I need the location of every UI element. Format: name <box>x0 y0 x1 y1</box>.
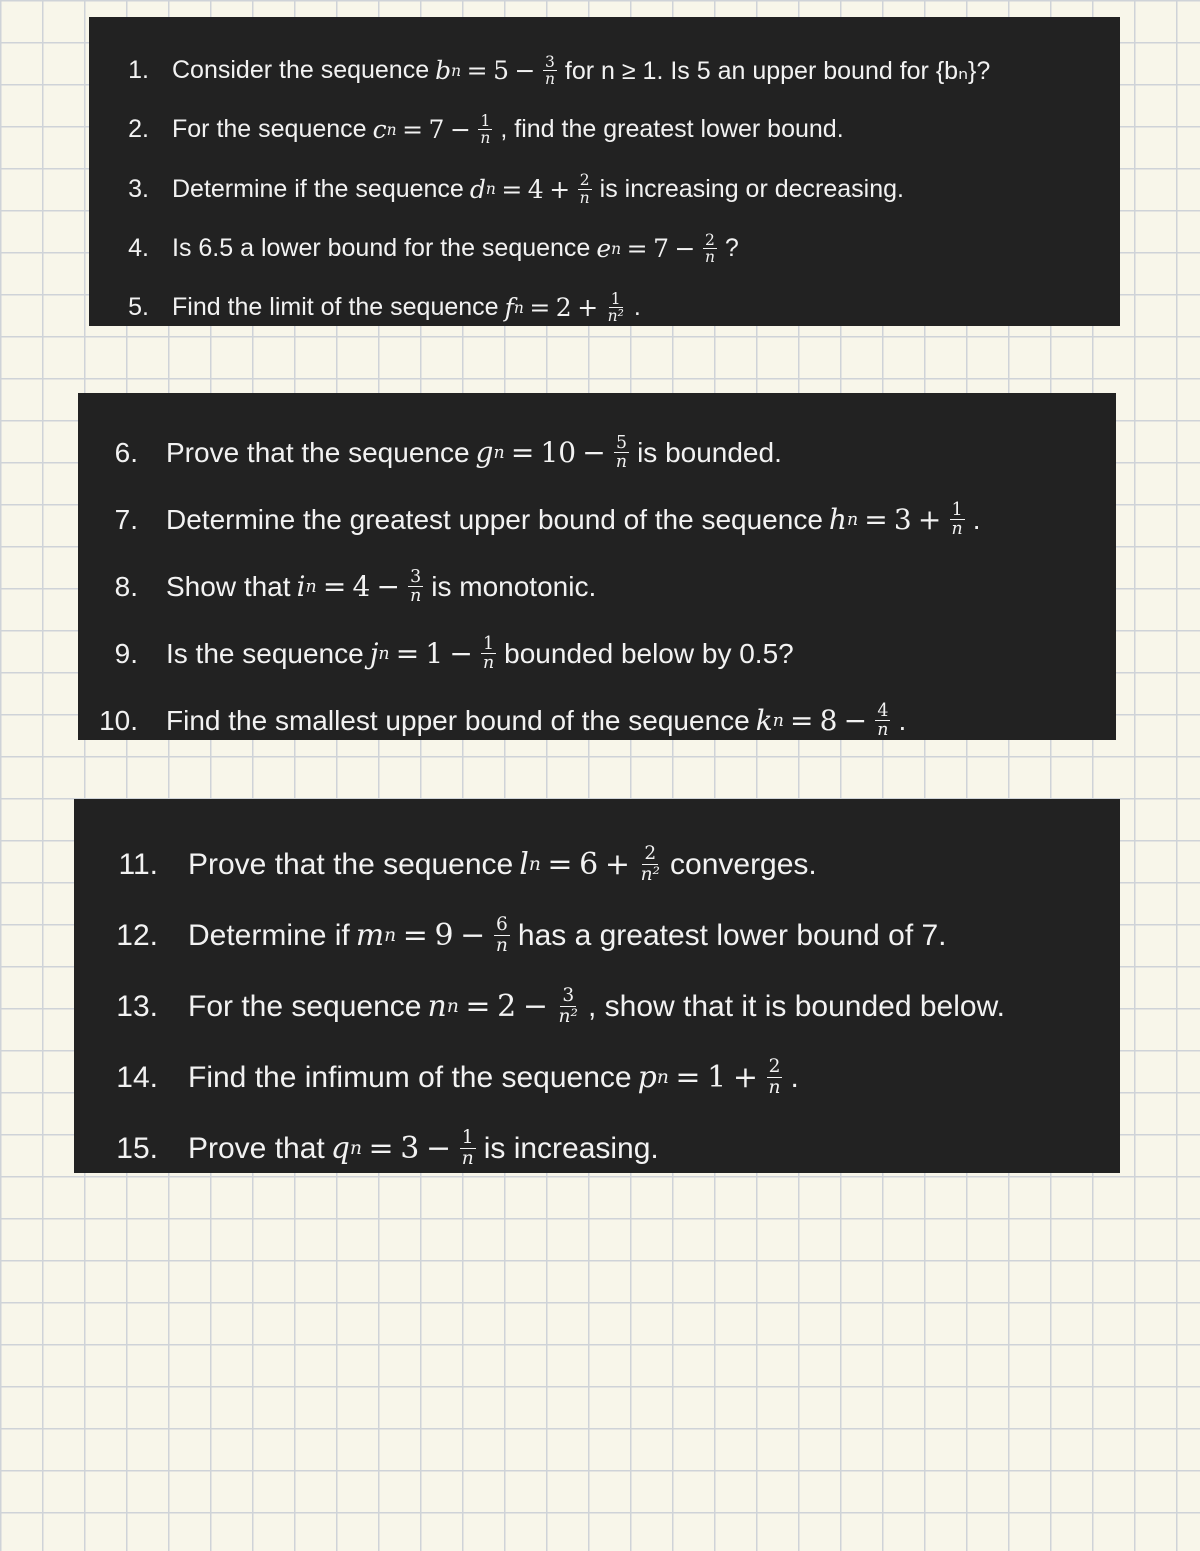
formula-fraction <box>639 844 662 884</box>
item-number: 11. <box>118 847 158 881</box>
formula-variable: g <box>475 436 494 469</box>
formula-fraction <box>703 232 717 266</box>
formula-constant: 2 <box>555 293 572 323</box>
formula-operator: − <box>376 570 400 603</box>
item-text-before: Find the smallest upper bound of the sequence <box>166 704 750 736</box>
sequence-formula <box>427 986 582 1026</box>
item-text-before: Determine the greatest upper bound of the sequence <box>166 503 823 535</box>
sequence-formula <box>470 172 594 206</box>
equals-sign: = <box>790 704 814 737</box>
formula-subscript: n <box>528 854 541 875</box>
item-number: 12. <box>116 918 158 952</box>
formula-constant: 2 <box>497 989 517 1024</box>
item-number: 5. <box>128 293 149 322</box>
fraction-denominator: n <box>768 1077 781 1098</box>
formula-subscript: n <box>446 996 459 1017</box>
item-text-before: Is 6.5 a lower bound for the sequence <box>172 234 591 263</box>
equals-sign: = <box>402 918 428 953</box>
formula-fraction <box>481 635 496 672</box>
formula-fraction <box>478 113 492 147</box>
formula-operator: − <box>449 115 471 145</box>
formula-subscript: n <box>656 1067 669 1088</box>
problem-item <box>89 278 1120 337</box>
item-text-after: . <box>633 293 641 322</box>
item-text-before: Prove that the sequence <box>166 436 470 468</box>
formula-variable: f <box>504 293 514 323</box>
item-number: 13. <box>116 989 158 1023</box>
formula-variable: h <box>828 503 847 536</box>
equals-sign: = <box>547 847 573 882</box>
fraction-numerator: 4 <box>877 700 889 721</box>
problem-item <box>89 219 1120 278</box>
item-text-before: Is the sequence <box>166 637 364 669</box>
fraction-denominator: n <box>495 935 508 956</box>
formula-subscript: n <box>772 710 784 731</box>
formula-fraction <box>408 568 423 605</box>
item-text-after: , show that it is bounded below. <box>587 989 1005 1023</box>
item-text-after: . <box>790 1060 799 1094</box>
item-text-after: . <box>972 503 981 535</box>
item-text-after: is monotonic. <box>431 570 597 602</box>
formula-variable: k <box>755 704 773 737</box>
fraction-numerator: 2 <box>704 230 715 249</box>
formula-variable: e <box>596 234 612 264</box>
sequence-formula <box>331 1128 478 1168</box>
formula-fraction <box>875 702 890 739</box>
fraction-denominator: n² <box>607 307 624 326</box>
problem-panel-3 <box>74 799 1120 1173</box>
formula-constant: 1 <box>425 637 444 670</box>
sequence-formula <box>373 113 495 147</box>
equals-sign: = <box>510 436 535 469</box>
formula-constant: 5 <box>493 56 509 86</box>
sequence-formula <box>476 434 632 471</box>
formula-fraction <box>606 291 626 325</box>
equals-sign: = <box>402 115 424 145</box>
formula-subscript: n <box>846 509 859 530</box>
formula-constant: 7 <box>428 115 445 145</box>
formula-fraction <box>557 986 580 1026</box>
formula-variable: i <box>296 570 306 603</box>
formula-constant: 7 <box>653 234 669 264</box>
fraction-denominator: n <box>877 720 889 740</box>
sequence-formula <box>505 291 628 325</box>
item-text-after: . <box>898 704 907 736</box>
fraction-denominator: n² <box>558 1006 578 1027</box>
sequence-formula <box>356 915 512 955</box>
sequence-formula <box>638 1057 785 1097</box>
item-text-before: For the sequence <box>172 115 367 144</box>
item-text-before: Find the infimum of the sequence <box>188 1060 632 1094</box>
problem-panel-1 <box>89 17 1120 326</box>
problem-item <box>89 160 1120 219</box>
item-text-before: For the sequence <box>188 989 422 1023</box>
sequence-formula <box>829 501 967 538</box>
fraction-denominator: n <box>461 1148 474 1169</box>
formula-constant: 1 <box>707 1060 727 1095</box>
fraction-denominator: n <box>544 70 555 89</box>
formula-constant: 8 <box>819 704 838 737</box>
equals-sign: = <box>368 1131 394 1166</box>
equals-sign: = <box>322 570 347 603</box>
problem-item <box>78 419 1116 486</box>
fraction-numerator: 2 <box>579 171 590 190</box>
problem-item <box>89 41 1120 100</box>
formula-variable: m <box>355 918 385 953</box>
item-text-after: is bounded. <box>637 436 782 468</box>
formula-operator: + <box>549 174 571 204</box>
formula-constant: 4 <box>352 570 371 603</box>
problem-item <box>78 687 1116 754</box>
item-number: 14. <box>116 1060 158 1094</box>
fraction-numerator: 3 <box>562 985 575 1007</box>
item-text-after: bounded below by 0.5? <box>504 637 794 669</box>
item-number: 4. <box>128 234 149 263</box>
problem-item <box>78 553 1116 620</box>
fraction-numerator: 2 <box>644 843 657 865</box>
item-number: 9. <box>114 637 138 669</box>
problem-item <box>74 900 1120 971</box>
formula-constant: 6 <box>579 847 599 882</box>
formula-variable: q <box>330 1131 350 1166</box>
item-text-before: Prove that <box>188 1131 325 1165</box>
formula-operator: − <box>843 704 868 737</box>
item-text-after: is increasing. <box>483 1131 659 1165</box>
problem-panel-2 <box>78 393 1116 740</box>
item-text-before: Determine if the sequence <box>172 174 464 203</box>
formula-subscript: n <box>386 120 397 139</box>
formula-operator: − <box>582 436 606 469</box>
fraction-denominator: n <box>951 519 963 539</box>
problem-item <box>78 486 1116 553</box>
formula-operator: − <box>514 56 536 86</box>
equals-sign: = <box>864 503 888 536</box>
formula-constant: 10 <box>540 436 577 469</box>
item-text-before: Determine if <box>188 918 350 952</box>
fraction-numerator: 5 <box>615 432 627 453</box>
formula-subscript: n <box>611 239 622 258</box>
sequence-formula <box>435 54 559 88</box>
formula-fraction <box>543 54 557 88</box>
item-number: 1. <box>128 56 149 85</box>
item-number: 3. <box>128 174 149 203</box>
fraction-numerator: 3 <box>410 566 422 587</box>
sequence-formula <box>519 844 664 884</box>
formula-subscript: n <box>384 925 397 946</box>
formula-variable: b <box>435 56 452 86</box>
formula-subscript: n <box>513 298 524 317</box>
equals-sign: = <box>466 56 488 86</box>
formula-subscript: n <box>451 61 462 80</box>
formula-constant: 4 <box>527 174 544 204</box>
problem-item <box>74 1042 1120 1113</box>
fraction-numerator: 1 <box>951 499 963 520</box>
formula-subscript: n <box>485 180 496 199</box>
item-text-after: ? <box>724 234 739 263</box>
item-text-after: converges. <box>670 847 817 881</box>
formula-fraction <box>460 1128 476 1168</box>
formula-fraction <box>494 915 510 955</box>
formula-fraction <box>950 501 965 538</box>
fraction-numerator: 1 <box>483 633 495 654</box>
equals-sign: = <box>626 234 648 264</box>
item-text-before: Find the limit of the sequence <box>172 293 499 322</box>
formula-subscript: n <box>349 1138 362 1159</box>
item-number: 7. <box>114 503 138 535</box>
sequence-formula <box>370 635 498 672</box>
item-number: 15. <box>116 1131 158 1165</box>
fraction-numerator: 1 <box>480 112 491 131</box>
formula-operator: + <box>917 503 942 536</box>
formula-subscript: n <box>493 442 505 463</box>
problem-item <box>74 829 1120 900</box>
formula-operator: − <box>674 234 696 264</box>
formula-variable: l <box>519 847 529 882</box>
fraction-denominator: n <box>615 452 628 472</box>
fraction-denominator: n <box>579 188 590 207</box>
problem-item <box>78 620 1116 687</box>
formula-operator: + <box>577 293 599 323</box>
formula-variable: n <box>427 989 447 1024</box>
item-text-after: has a greatest lower bound of 7. <box>517 918 947 952</box>
formula-constant: 9 <box>434 918 454 953</box>
formula-operator: − <box>460 918 486 953</box>
item-number: 6. <box>114 436 138 468</box>
formula-constant: 3 <box>893 503 912 536</box>
formula-operator: − <box>425 1131 452 1166</box>
item-text-after: for n ≥ 1. Is 5 an upper bound for {bₙ}? <box>564 56 991 85</box>
fraction-numerator: 3 <box>544 52 555 71</box>
formula-variable: p <box>637 1060 657 1095</box>
formula-variable: j <box>369 637 379 670</box>
item-number: 8. <box>114 570 138 602</box>
formula-operator: + <box>732 1060 758 1095</box>
problem-item <box>89 100 1120 159</box>
item-number: 2. <box>128 115 149 144</box>
item-text-before: Prove that the sequence <box>188 847 514 881</box>
fraction-denominator: n <box>704 248 715 267</box>
item-text-after: is increasing or decreasing. <box>599 174 904 203</box>
equals-sign: = <box>465 989 491 1024</box>
equals-sign: = <box>501 174 523 204</box>
problem-item <box>74 1113 1120 1184</box>
fraction-numerator: 6 <box>495 914 508 936</box>
formula-operator: − <box>449 637 473 670</box>
equals-sign: = <box>675 1060 701 1095</box>
formula-fraction <box>614 434 629 471</box>
formula-operator: + <box>604 847 630 882</box>
formula-subscript: n <box>305 576 317 597</box>
formula-fraction <box>767 1057 783 1097</box>
formula-variable: c <box>372 115 387 145</box>
formula-fraction <box>578 172 592 206</box>
fraction-numerator: 2 <box>768 1056 781 1078</box>
fraction-denominator: n <box>482 653 495 673</box>
item-number: 10. <box>99 704 138 736</box>
formula-subscript: n <box>378 643 390 664</box>
equals-sign: = <box>529 293 551 323</box>
sequence-formula <box>297 568 426 605</box>
sequence-formula <box>596 232 719 266</box>
fraction-denominator: n² <box>640 864 661 885</box>
problem-item <box>74 971 1120 1042</box>
formula-operator: − <box>522 989 548 1024</box>
fraction-numerator: 1 <box>610 290 621 309</box>
item-text-after: , find the greatest lower bound. <box>500 115 844 144</box>
item-text-before: Show that <box>166 570 291 602</box>
formula-variable: d <box>469 174 486 204</box>
fraction-numerator: 1 <box>461 1127 474 1149</box>
formula-constant: 3 <box>400 1131 420 1166</box>
sequence-formula <box>756 702 893 739</box>
fraction-denominator: n <box>480 129 491 148</box>
equals-sign: = <box>395 637 420 670</box>
fraction-denominator: n <box>410 586 422 606</box>
item-text-before: Consider the sequence <box>172 56 430 85</box>
